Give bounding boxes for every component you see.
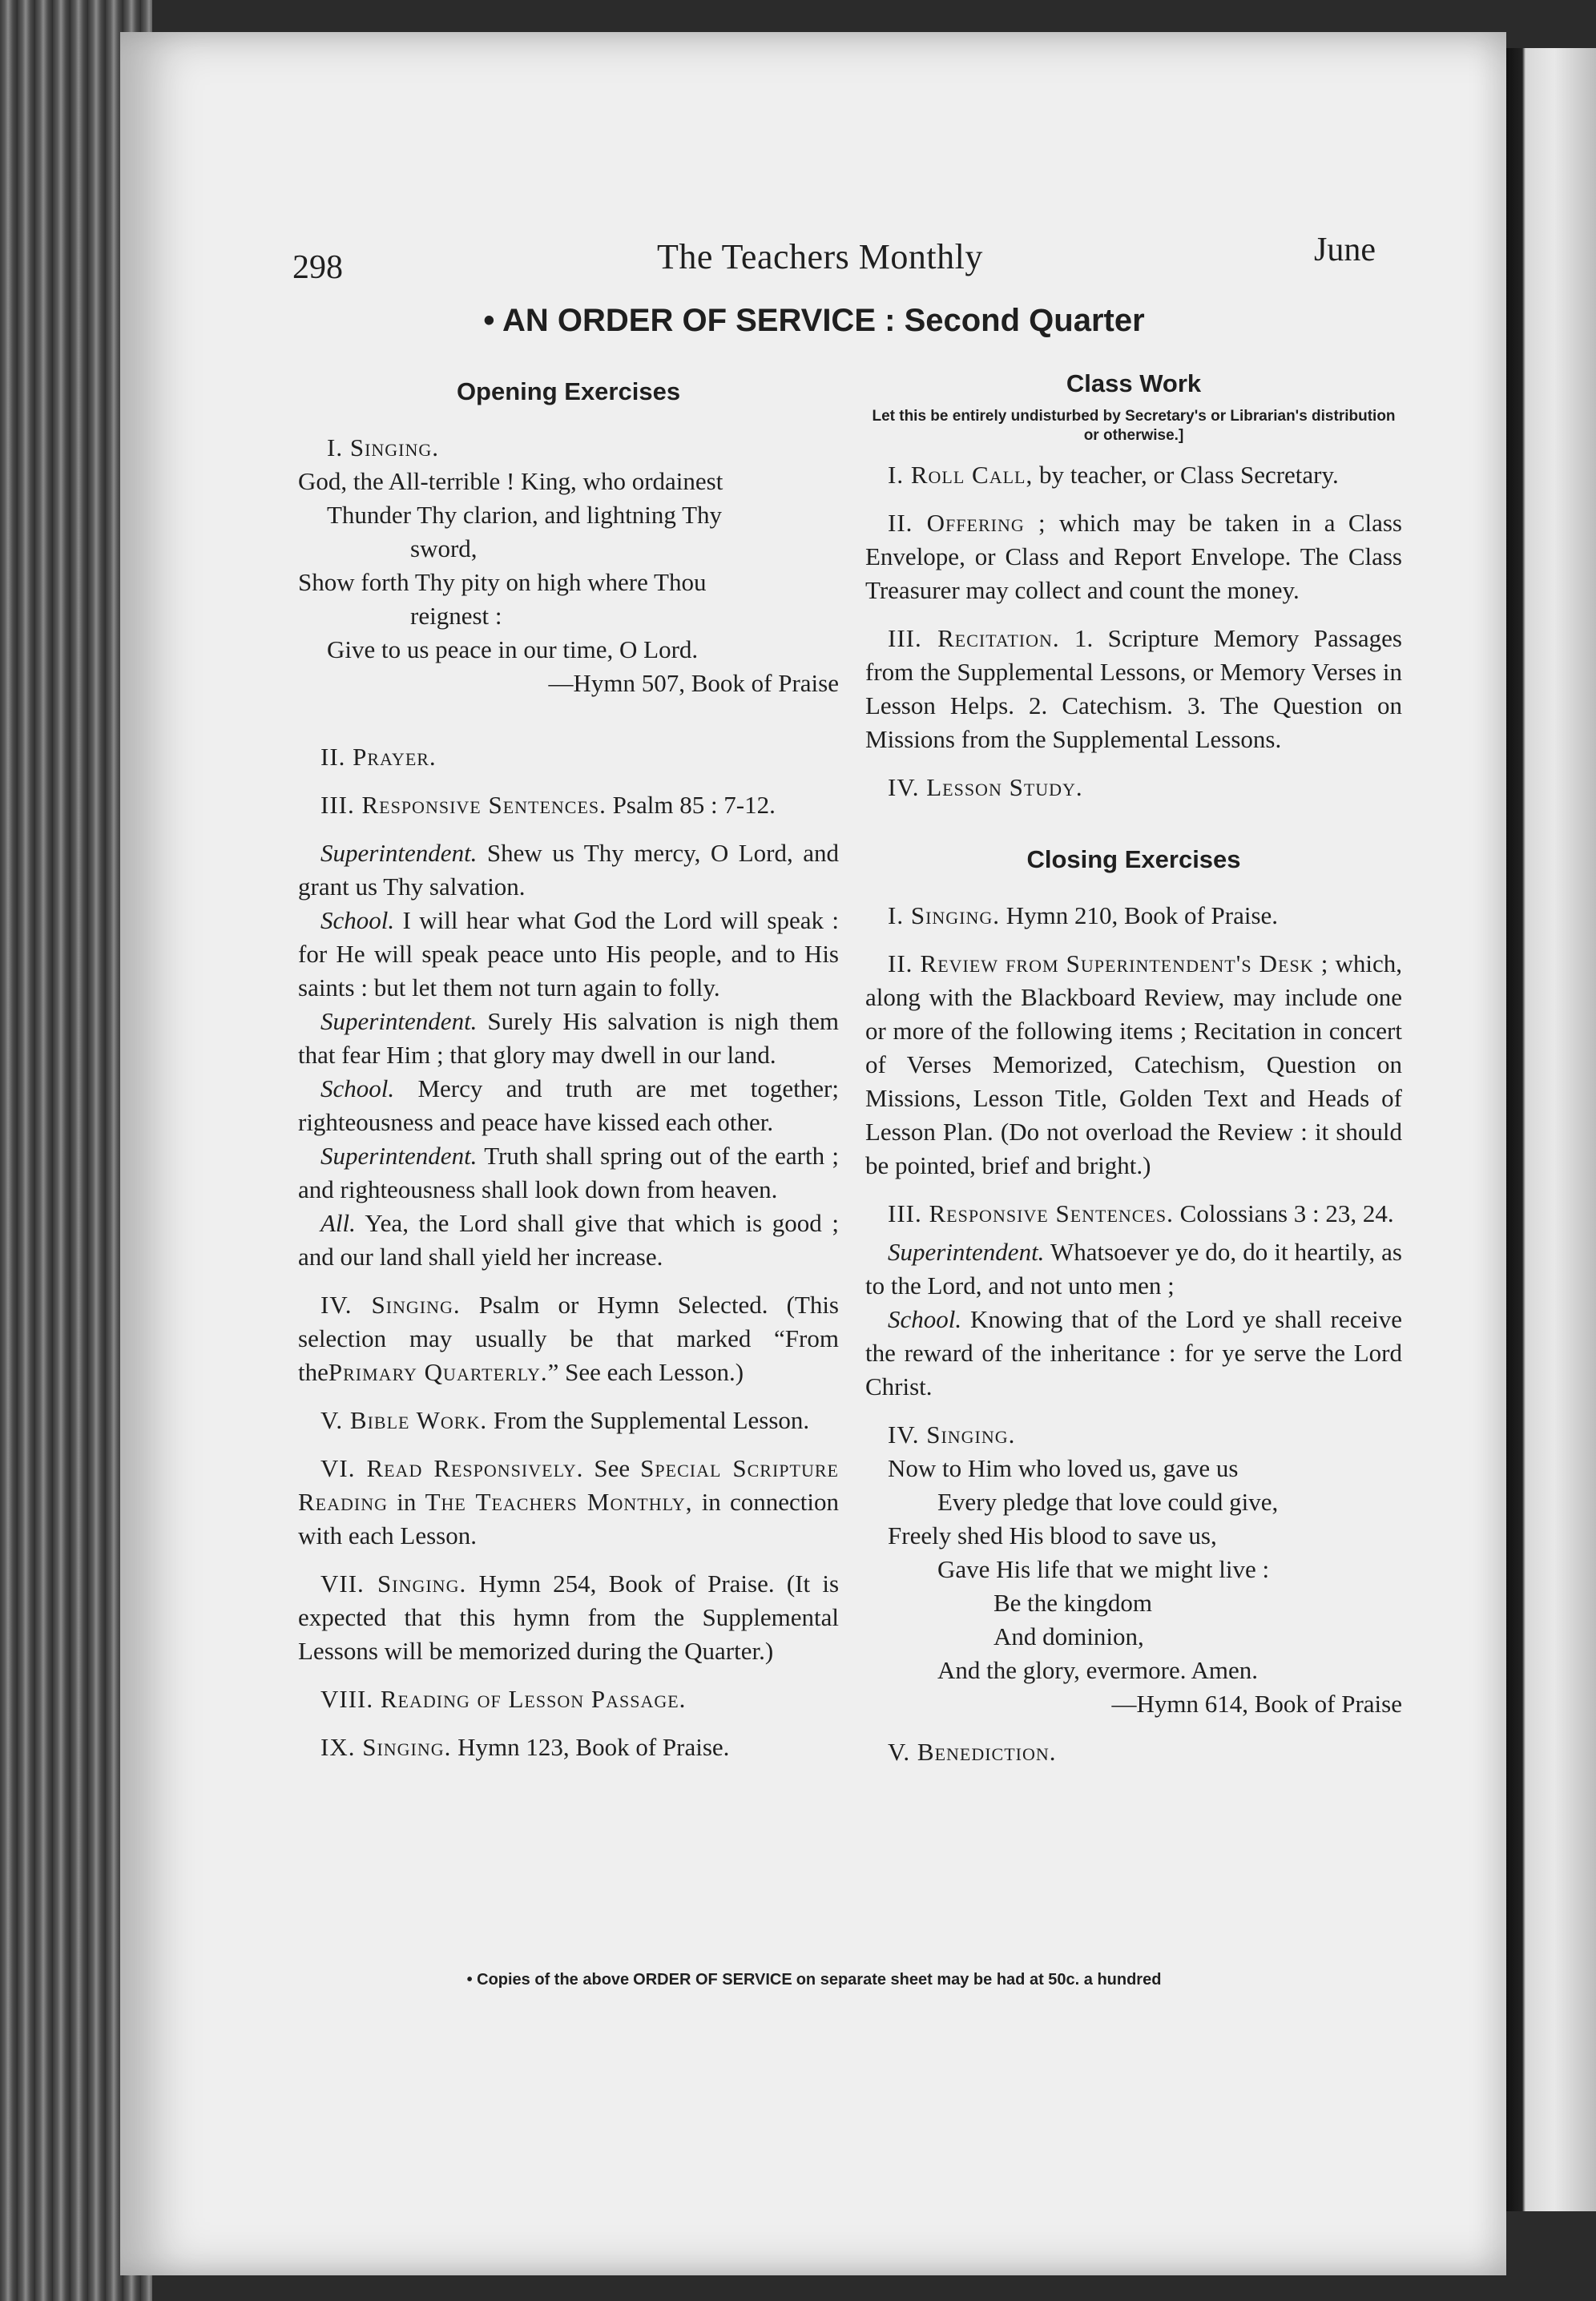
spacer (865, 819, 1402, 836)
hymn-line: Thunder Thy clarion, and lightning Thy (327, 501, 723, 529)
hymn-attribution: —Hymn 507, Book of Praise (548, 669, 839, 697)
hymn-line: And dominion, (993, 1622, 1144, 1650)
spacer (298, 413, 839, 431)
response: All. Yea, the Lord shall give that which is good ; and our land shall yield her increase. (298, 1209, 839, 1271)
response: Superintendent. Surely His salvation is nigh them that fear Him ; that glory may dwell in our land. (298, 1007, 839, 1069)
hymn-line: God, the All-terrible ! King, who ordainest (298, 467, 723, 495)
spacer (865, 881, 1402, 899)
main-heading (0, 303, 1596, 339)
hymn-line: Gave His life that we might live : (937, 1555, 1270, 1583)
responsive-sentences-item (298, 788, 839, 822)
class-work-title: Class Work (1066, 369, 1202, 397)
responsive-label: III. Responsive Sentences. (320, 791, 607, 819)
class-work-item-i: I. Roll Call, by teacher, or Class Secretary. (888, 461, 1339, 489)
footnote: • Copies of the above ORDER OF SERVICE on separate sheet may be had at 50c. a hundred (466, 1971, 1162, 1989)
right-column (865, 361, 1402, 1783)
response: Superintendent. Shew us Thy mercy, O Lord, and grant us Thy salvation. (298, 839, 839, 901)
response: School. Mercy and truth are met together; righteousness and peace have kissed each other. (298, 1074, 839, 1136)
response: Superintendent. Truth shall spring out of the earth ; and righteousness shall look down from heaven. (298, 1142, 839, 1203)
hymn-line: reignest : (410, 602, 502, 630)
page-number: 298 (292, 249, 343, 286)
hymn-line: Freely shed His blood to save us, (888, 1521, 1217, 1549)
response: School. I will hear what God the Lord will speak : for He will speak peace unto His people, and to His saints : but let them not turn again to folly. (298, 906, 840, 1001)
closing-item-v: V. Benediction. (888, 1738, 1057, 1766)
facing-page-edge (1506, 48, 1596, 2211)
heading-quarter: Second Quarter (904, 303, 1145, 338)
hymn-line: Now to Him who loved us, gave us (888, 1454, 1239, 1482)
class-work-note: Let this be entirely undisturbed by Secretary's or Librarian's distribution or otherwise.] (872, 408, 1396, 444)
closing-singing-label: IV. Singing. (888, 1420, 1016, 1449)
hymn-line: Give to us peace in our time, O Lord. (327, 635, 699, 663)
hymn-line: Be the kingdom (993, 1589, 1153, 1617)
opening-item-viii: VIII. Reading of Lesson Passage. (320, 1685, 687, 1713)
opening-item-ix: IX. Singing. Hymn 123, Book of Praise. (320, 1733, 730, 1761)
closing-item-i: I. Singing. Hymn 210, Book of Praise. (888, 901, 1279, 929)
hymn-line: sword, (410, 534, 478, 562)
closing-exercises-title: Closing Exercises (1026, 845, 1241, 873)
month-label: June (1314, 232, 1376, 268)
heading-bullet: • (483, 303, 495, 338)
spacer (298, 723, 839, 740)
journal-title: The Teachers Monthly (657, 237, 983, 276)
class-work-item-iv: IV. Lesson Study. (888, 773, 1083, 801)
opening-singing-label: I. Singing. (327, 433, 440, 461)
response: Superintendent. Whatsoever ye do, do it heartily, as to the Lord, and not unto men ; (865, 1238, 1402, 1300)
opening-item-iv: IV. Singing. Psalm or Hymn Selected. (This selection may usually be that marked “From thePrimary Quarterly.” See each Lesson.) (298, 1291, 840, 1386)
closing-item-iii: III. Responsive Sentences. Colossians 3 : 23, 24. (888, 1199, 1394, 1227)
hymn-line: Every pledge that love could give, (937, 1488, 1279, 1516)
closing-item-ii: II. Review from Superintendent's Desk ; which, along with the Blackboard Review, may include one or more of the following items ; Recitation in concert of Verses Memorized, Catechism, Question on Missions, Lesson Title, Golden Text and Heads of Lesson Plan. (Do not overload the Review : it should be pointed, brief and bright.) (865, 949, 1403, 1179)
prayer-item: II. Prayer. (320, 743, 437, 771)
class-work-item-iii: III. Recitation. 1. Scripture Memory Passages from the Supplemental Lessons, or Memory Verses in Lesson Helps. 2. Catechism. 3. The Question on Missions from the Supplemental Lessons. (865, 624, 1402, 753)
heading-main: AN ORDER OF SERVICE : (502, 303, 896, 338)
hymn-line: Show forth Thy pity on high where Thou (298, 568, 707, 596)
hymn-attribution: —Hymn 614, Book of Praise (1111, 1690, 1402, 1718)
hymn-line: And the glory, evermore. Amen. (937, 1656, 1259, 1684)
left-column (298, 369, 839, 1779)
class-work-item-ii: II. Offering ; which may be taken in a Class Envelope, or Class and Report Envelope. The Class Treasurer may collect and count the money. (865, 509, 1402, 604)
opening-item-vii: VII. Singing. Hymn 254, Book of Praise. (It is expected that this hymn from the Supplemental Lessons will be memorized during the Quarter.) (298, 1570, 840, 1665)
opening-item-vi: VI. Read Responsively. See Special Scripture Reading in The Teachers Monthly, in connection with each Lesson. (298, 1454, 840, 1549)
response: School. Knowing that of the Lord ye shall receive the reward of the inheritance : for ye serve the Lord Christ. (865, 1305, 1403, 1400)
responsive-ref: Psalm 85 : 7-12. (612, 791, 776, 819)
opening-item-v: V. Bible Work. From the Supplemental Lesson. (320, 1406, 810, 1434)
opening-exercises-title: Opening Exercises (456, 377, 681, 405)
